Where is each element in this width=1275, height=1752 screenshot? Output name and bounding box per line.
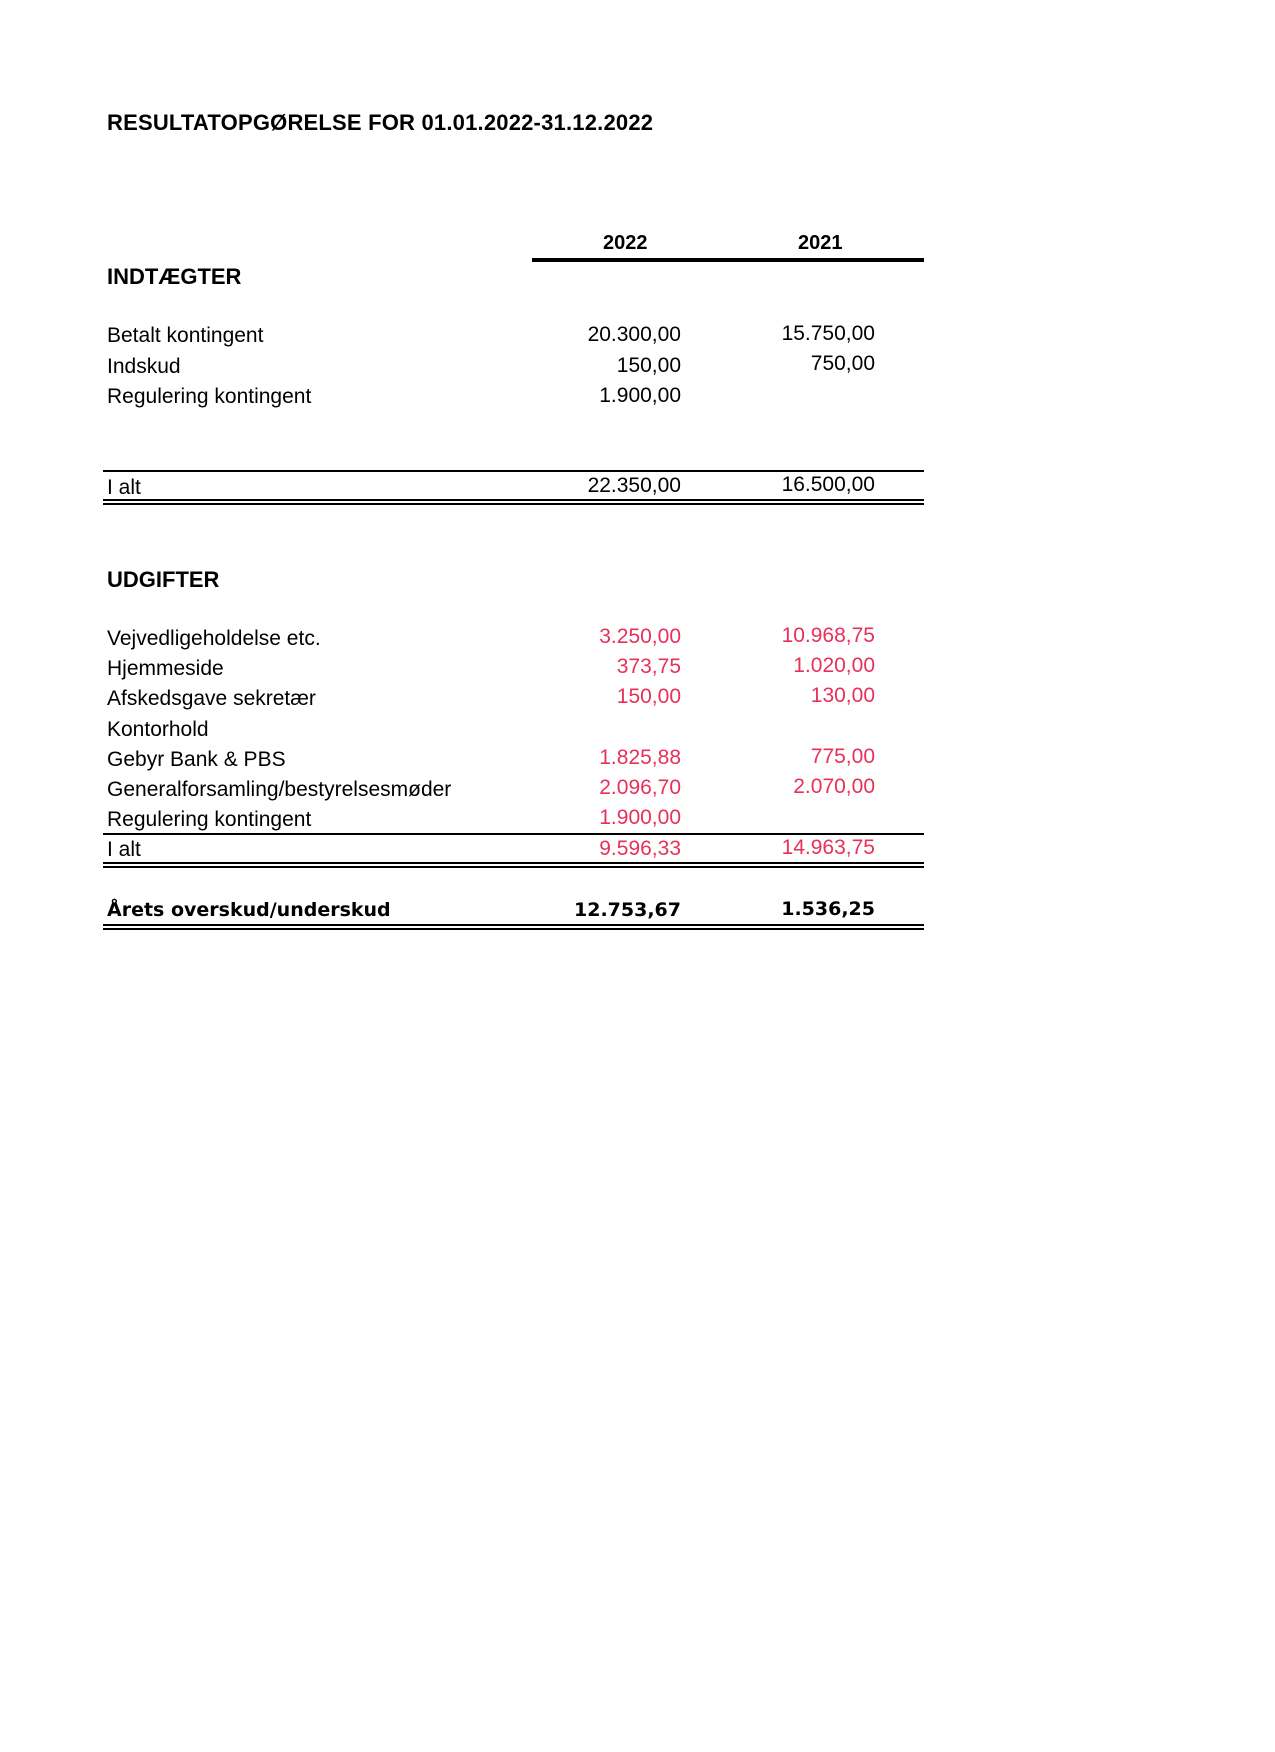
expense-row-label: Kontorhold bbox=[107, 718, 209, 741]
income-row-2022: 1.900,00 bbox=[599, 384, 681, 407]
expenses-total-top-rule bbox=[103, 833, 924, 835]
column-header-2022: 2022 bbox=[603, 232, 648, 254]
expense-row-2021: 130,00 bbox=[810, 684, 875, 707]
expense-row-label: Hjemmeside bbox=[107, 657, 224, 680]
expense-row-label: Generalforsamling/bestyrelsesmøder bbox=[107, 778, 452, 801]
expenses-total-2021: 14.963,75 bbox=[781, 836, 875, 859]
expense-row-2022: 150,00 bbox=[616, 685, 681, 708]
document-title: RESULTATOPGØRELSE FOR 01.01.2022-31.12.2022 bbox=[107, 110, 654, 135]
income-heading: INDTÆGTER bbox=[107, 264, 242, 289]
expense-row-2022: 2.096,70 bbox=[599, 776, 681, 799]
result-2022: 12.753,67 bbox=[574, 899, 681, 921]
income-total-double-rule bbox=[103, 499, 924, 501]
header-underline bbox=[532, 258, 924, 262]
expenses-total-label: I alt bbox=[107, 838, 141, 861]
expenses-total-double-rule bbox=[103, 866, 924, 868]
income-row-label: Betalt kontingent bbox=[107, 324, 264, 347]
expense-row-2022: 373,75 bbox=[616, 655, 681, 678]
expense-row-2021: 10.968,75 bbox=[781, 624, 875, 647]
expense-row-2021: 1.020,00 bbox=[793, 654, 875, 677]
income-row-2021: 15.750,00 bbox=[781, 322, 875, 345]
result-double-rule bbox=[103, 924, 924, 926]
income-total-double-rule bbox=[103, 503, 924, 505]
expenses-total-double-rule bbox=[103, 862, 924, 864]
expense-row-2022: 1.825,88 bbox=[599, 746, 681, 769]
expense-row-label: Regulering kontingent bbox=[107, 808, 312, 831]
expense-row-label: Gebyr Bank & PBS bbox=[107, 748, 286, 771]
income-total-2021: 16.500,00 bbox=[781, 473, 875, 496]
income-total-2022: 22.350,00 bbox=[587, 474, 681, 497]
expenses-total-2022: 9.596,33 bbox=[599, 837, 681, 860]
income-total-top-rule bbox=[103, 470, 924, 472]
expenses-heading: UDGIFTER bbox=[107, 567, 220, 592]
expense-row-2022: 1.900,00 bbox=[599, 806, 681, 829]
income-row-2022: 150,00 bbox=[616, 354, 681, 377]
expense-row-2021: 2.070,00 bbox=[793, 775, 875, 798]
result-label: Årets overskud/underskud bbox=[107, 899, 391, 921]
income-row-2021: 750,00 bbox=[810, 352, 875, 375]
result-double-rule bbox=[103, 928, 924, 930]
column-header-2021: 2021 bbox=[798, 232, 843, 254]
income-row-2022: 20.300,00 bbox=[587, 323, 681, 346]
expense-row-label: Afskedsgave sekretær bbox=[107, 687, 316, 710]
income-total-label: I alt bbox=[107, 476, 141, 499]
result-2021: 1.536,25 bbox=[781, 898, 875, 920]
expense-row-label: Vejvedligeholdelse etc. bbox=[107, 627, 321, 650]
expense-row-2021: 775,00 bbox=[810, 745, 875, 768]
income-row-label: Regulering kontingent bbox=[107, 385, 312, 408]
income-row-label: Indskud bbox=[107, 355, 181, 378]
expense-row-2022: 3.250,00 bbox=[599, 625, 681, 648]
